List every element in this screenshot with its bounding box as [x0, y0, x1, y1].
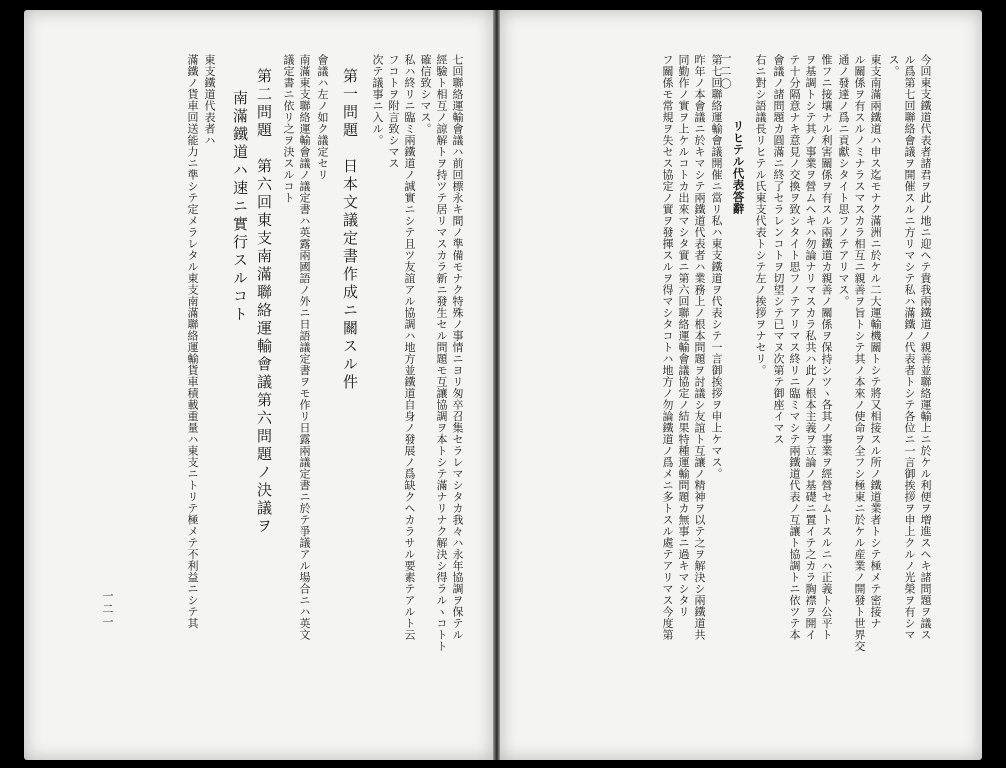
right-page [500, 10, 982, 760]
left-page-column: 次テ議事ニ入ル。 [371, 54, 384, 146]
page-number-right: 一二〇 [719, 52, 732, 91]
right-page-column: 右ニ對シ語議長リヒテル氏東支代表トシテ左ノ挨拶ヲナセリ。 [754, 54, 767, 376]
left-page-column: 七回聯絡運輸會議ハ前回標永キ間ノ準備モナク特殊ノ事情ニヨリ匆卒召集セラレマシタカ我々ハ永年協調ヲ保テル [451, 54, 464, 641]
right-page-column: 惟フニ接壤ナル利害關係ヲ有スル兩鐵道カ親善ノ關係ヲ保持シツヽ各其ノ事業ヲ經營セムトスルニハ正義ト公平ト [820, 54, 833, 641]
left-page-column: 東支鐵道代表者ハ [203, 54, 216, 146]
left-page-column: 南滿鐵道ハ速ニ實行スルコト [231, 90, 249, 324]
right-page-column: ル關係ヲ有スルノミナラスマスカラ相互ニ親善ヲ旨トシテ其ノ本來ノ使命ヲ全フシ極東ニ於ケル産業ノ開發ト世界交 [853, 54, 866, 652]
page-number-left: 一二一 [101, 590, 114, 629]
left-page-column: 會議ハ左ノ如ク議定セリ [316, 54, 329, 181]
right-page-column: ヲ基調トシテ其ノ事業ヲ營ムヘキハ勿論ナリマスカラ私共ハ此ノ根本主義ヲ立論ノ基礎ニ置イテ之カラ胸襟ヲ開イ [804, 54, 817, 641]
right-page-column: テ十分隔意ナキ意見ノ交換ヲ致シタイト思フノテアリマス終リニ臨ミマシテ兩鐵道代表ノ互讓ト協調トニ依ツテ本 [788, 54, 801, 641]
left-page-column: 南滿東支聯絡運輸會議ノ議定書ハ英露兩國語ノ外ニ日語議定書ヲモ作リ日露兩議定書ニ於テ爭議アル場合ニハ英文 [298, 54, 311, 641]
right-page-column: 今回東支鐵道代表者諸君ヲ此ノ地ニ迎ヘテ貴我兩鐵道ノ親善並聯絡運輸上ニ於ケル利便ヲ増進スヘキ諸問題ヲ議ス [919, 54, 932, 641]
left-page-column: 議定書ニ依リ之ヲ決スルコト [282, 54, 295, 204]
left-page-column: 滿鐵ノ貨車回送能力ニ準シテ定メラレタル東支南滿聯絡運輸貨車積載重量ハ東支ニトリテ極メテ不利益ニシテ其 [186, 54, 199, 629]
right-page-column: 會議ノ諸問題カ圓滿ニ終了セラレンコトヲ切望シテ已マヌ次第テ御座イマス [772, 54, 785, 445]
left-page-column: 第二問題 第六回東支南滿聯絡運輸會議第六問題ノ決議ヲ [255, 68, 273, 536]
right-page-column: ス。 [887, 54, 900, 77]
left-page-column: 第一問題 日本文議定書作成ニ關スル件 [341, 68, 359, 392]
right-page-column: リヒテル代表答辭 [731, 120, 746, 215]
right-page-column: 同勤作ノ實ヲ上ケルコトカ出來マシタ實ニ第六回聯絡運輸會議協定ノ結果特種運輸問題カ無事ニ過キマシタリ [677, 54, 690, 618]
left-page [24, 10, 493, 760]
right-page-column: ル爲第七回聯絡會議ヲ開催スルニ方リマシテ私ハ滿鐵ノ代表者トシテ各位ニ一言御挨拶ヲ申上クルノ光榮ヲ有シマ [903, 54, 916, 641]
left-page-column: 確信致シマス。 [419, 54, 432, 135]
book-gutter [493, 10, 500, 760]
left-page-column: 經驗ト相互ノ諒解トヲ持ツテ居リマスカラ新ニ發生セル問題モ互讓協調ヲ本トシテ滿ナリナク解決シ得ラルヽコトト [435, 54, 448, 652]
right-page-column: 第七回聯絡運輸會議開催ニ當リ私ハ東支鐵道ヲ代表シテ一言御挨拶ヲ申上ケマス。 [710, 54, 723, 480]
right-page-column: フ關係モ常規ヲ失セス協定ノ實ヲ發揮スルヲ得マシタコトハ地方ノ勿論鐵道ノ爲メニ多トスル處テアリマス今度第 [661, 54, 674, 641]
right-page-column: 昨年ノ本會議ニ於キマシテ兩鐵道代表者ハ業務上ノ根本問題ヲ討議シ友誼ト互讓ノ精神ヲ以テ之ヲ解決シ兩鐵道共 [693, 54, 706, 641]
left-page-column: フコトヲ附言致シマス [387, 54, 400, 169]
left-page-column: 私ハ終リニ臨ミ兩鐵道ノ誠實ニシテ且ツ友誼アル協調ハ地方並鐵道自身ノ發展ノ爲缺クヘカラサル要素テアルト云 [403, 54, 416, 641]
right-page-column: 通ノ發達ノ爲ニ貢獻シタイト思フノテアリマス。 [837, 54, 850, 307]
right-page-column: 東支南滿兩鐵道ハ申ス迄モナク滿洲ニ於ケル二大運輸機關トシテ將又相接スル所ノ鐵道業者トシテ極メテ密接ナ [869, 54, 882, 629]
